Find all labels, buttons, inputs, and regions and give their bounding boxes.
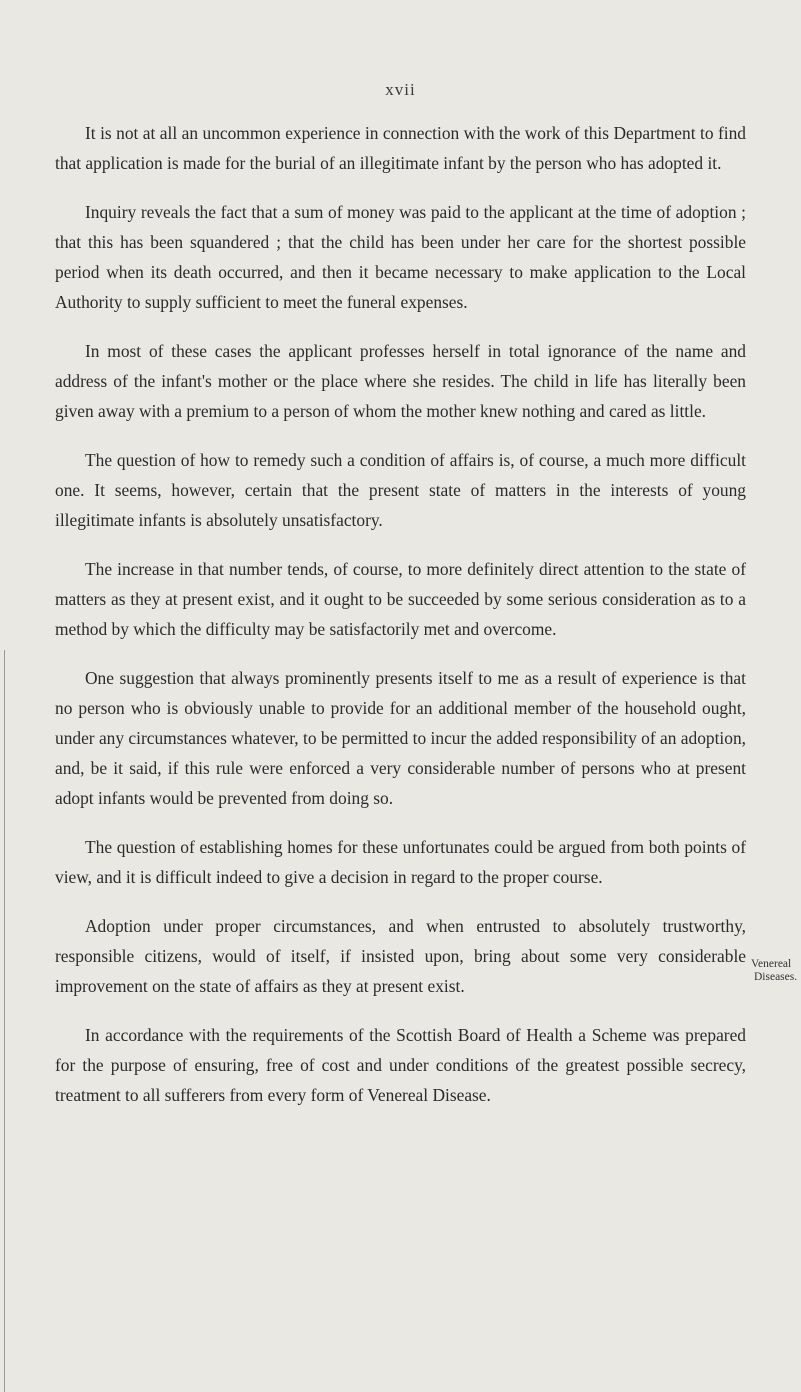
paragraph-inquiry: Inquiry reveals the fact that a sum of money was paid to the applicant at the time of adoption ; that this has been squandered ; that the child has been under her care for the shortest possible period when its death occurred, and then it became necessary to make application to the Local Authority to supply sufficient to meet the funeral expenses.	[55, 202, 746, 312]
body-text	[55, 118, 746, 1129]
page-number: xvii	[385, 80, 416, 99]
paragraph-burial-application: It is not at all an uncommon experience in connection with the work of this Department to find that application is made for the burial of an illegitimate infant by the person who has adopted it.	[55, 123, 746, 173]
paragraph-homes: The question of establishing homes for these unfortunates could be argued from both points of view, and it is difficult indeed to give a decision in regard to the proper course.	[55, 837, 746, 887]
margin-note-line-2: Diseases.	[754, 971, 798, 983]
paragraph-increase: The increase in that number tends, of course, to more definitely direct attention to the state of matters as they at present exist, and it ought to be succeeded by some serious consideration as to a method by which the difficulty may be satisfactorily met and overcome.	[55, 559, 746, 639]
paragraph-applicant-ignorance: In most of these cases the applicant professes herself in total ignorance of the name and address of the infant's mother or the place where she resides. The child in life has literally been given away with a premium to a person of whom the mother knew nothing and cared as little.	[55, 341, 746, 421]
margin-note-line-1: Venereal	[751, 958, 792, 970]
paragraph-remedy-question: The question of how to remedy such a condition of affairs is, of course, a much more difficult one. It seems, however, certain that the present state of matters in the interests of young illegitimate infants is absolutely unsatisfactory.	[55, 450, 746, 530]
paragraph-adoption: Adoption under proper circumstances, and when entrusted to absolutely trustworthy, responsible citizens, would of itself, if insisted upon, bring about some very considerable improvement on the state of affairs as they at present exist.	[55, 916, 746, 996]
paragraph-venereal-scheme: In accordance with the requirements of the Scottish Board of Health a Scheme was prepared for the purpose of ensuring, free of cost and under conditions of the greatest possible secrecy, treatment to all sufferers from every form of Venereal Disease.	[55, 1025, 746, 1105]
page-edge-line	[4, 650, 5, 1392]
paragraph-suggestion: One suggestion that always prominently presents itself to me as a result of experience is that no person who is obviously unable to provide for an additional member of the household ought, under any circumstances whatever, to be permitted to incur the added responsibility of an adoption, and, be it said, if this rule were enforced a very considerable number of persons who at present adopt infants would be prevented from doing so.	[55, 668, 746, 808]
margin-note	[751, 958, 801, 984]
